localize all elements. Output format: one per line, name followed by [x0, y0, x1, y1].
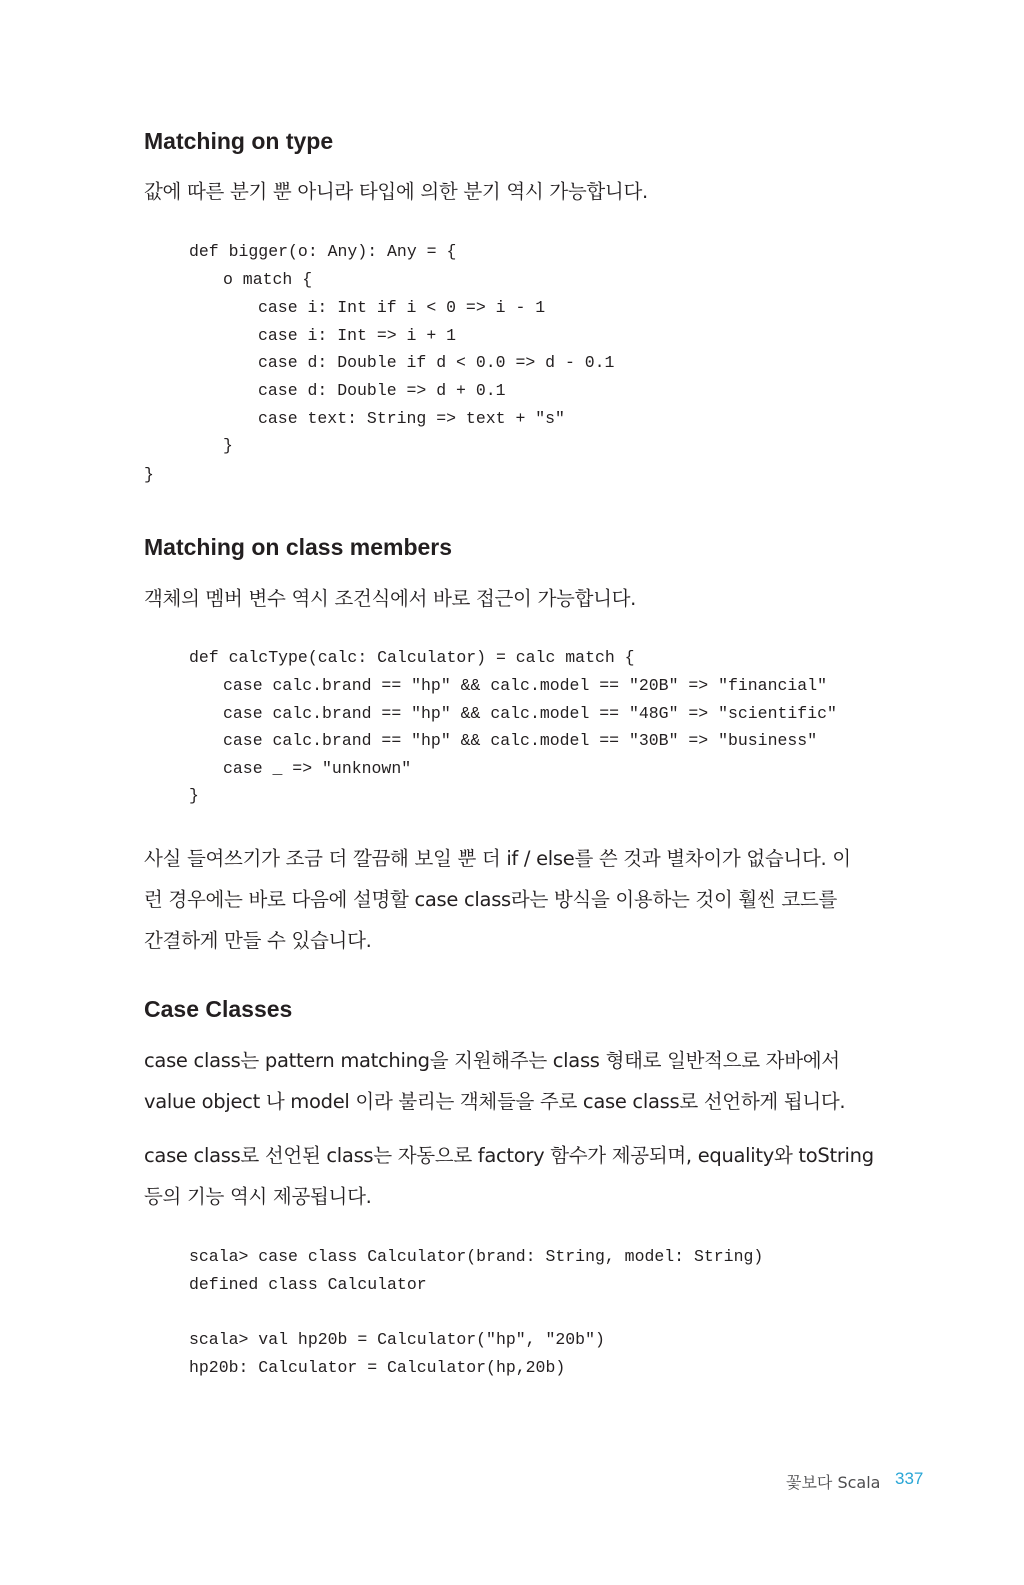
code-line: case d: Double => d + 0.1	[258, 381, 506, 400]
code-line: }	[189, 786, 199, 805]
code-line: scala> case class Calculator(brand: String, model: String)	[189, 1247, 764, 1266]
section-heading-case-classes: Case Classes	[144, 996, 293, 1022]
paragraph-line: 사실 들여쓰기가 조금 더 깔끔해 보일 뿐 더 if / else를 쓴 것과 별차이가 없습니다. 이	[144, 847, 851, 870]
paragraph-line: value object 나 model 이라 불리는 객체들을 주로 case class로 선언하게 됩니다.	[144, 1090, 846, 1113]
section-intro-matching-on-class-members: 객체의 멤버 변수 역시 조건식에서 바로 접근이 가능합니다.	[144, 587, 637, 610]
code-line: }	[144, 465, 154, 484]
code-line: case d: Double if d < 0.0 => d - 0.1	[258, 353, 615, 372]
section-heading-matching-on-type: Matching on type	[144, 128, 334, 154]
code-line: o match {	[223, 270, 313, 289]
code-line: case calc.brand == "hp" && calc.model == "20B" => "financial"	[223, 676, 827, 695]
code-line: case i: Int if i < 0 => i - 1	[258, 298, 546, 317]
paragraph-line: case class는 pattern matching을 지원해주는 class 형태로 일반적으로 자바에서	[144, 1049, 840, 1072]
paragraph-line: 간결하게 만들 수 있습니다.	[144, 929, 372, 952]
code-line: case calc.brand == "hp" && calc.model == "30B" => "business"	[223, 731, 818, 750]
code-line: case i: Int => i + 1	[258, 326, 457, 345]
section-intro-matching-on-type: 값에 따른 분기 뿐 아니라 타입에 의한 분기 역시 가능합니다.	[144, 180, 648, 203]
code-line: defined class Calculator	[189, 1275, 427, 1294]
code-line: scala> val hp20b = Calculator("hp", "20b")	[189, 1330, 605, 1349]
paragraph-line: case class로 선언된 class는 자동으로 factory 함수가 제공되며, equality와 toString	[144, 1144, 874, 1167]
code-line: def bigger(o: Any): Any = {	[189, 242, 457, 261]
code-line: }	[223, 436, 233, 455]
code-line: def calcType(calc: Calculator) = calc match {	[189, 648, 635, 667]
code-line: case text: String => text + "s"	[258, 409, 565, 428]
code-line: case calc.brand == "hp" && calc.model == "48G" => "scientific"	[223, 704, 837, 723]
footer-page-number: 337	[895, 1469, 924, 1488]
footer-book-title: 꽃보다 Scala	[786, 1473, 881, 1492]
paragraph-line: 런 경우에는 바로 다음에 설명할 case class라는 방식을 이용하는 것이 훨씬 코드를	[144, 888, 837, 911]
section-heading-matching-on-class-members: Matching on class members	[144, 534, 453, 560]
code-line: hp20b: Calculator = Calculator(hp,20b)	[189, 1358, 566, 1377]
paragraph-line: 등의 기능 역시 제공됩니다.	[144, 1185, 372, 1208]
code-line: case _ => "unknown"	[223, 759, 412, 778]
